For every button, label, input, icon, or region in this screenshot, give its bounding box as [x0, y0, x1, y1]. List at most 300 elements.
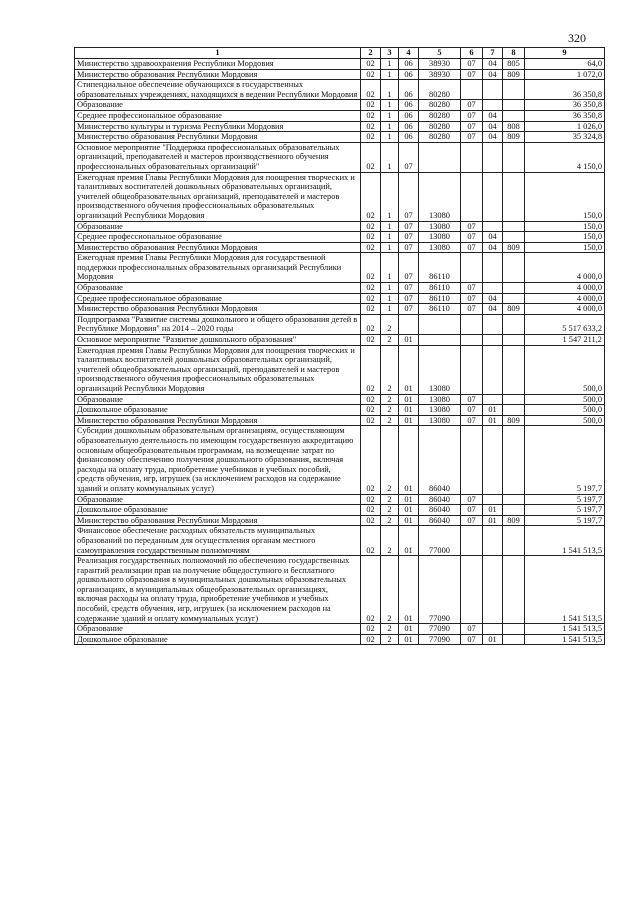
cell-code-subprogram: 1	[381, 232, 399, 243]
cell-code-department: 809	[503, 132, 525, 143]
cell-code-subsection: 04	[483, 132, 503, 143]
column-header: 4	[399, 48, 419, 59]
cell-code-subsection: 04	[483, 121, 503, 132]
cell-code-department	[503, 314, 525, 334]
cell-code-direction: 13080	[419, 415, 461, 426]
cell-amount: 500,0	[525, 345, 605, 394]
cell-code-event: 07	[399, 172, 419, 221]
table-row	[75, 426, 605, 494]
cell-code-subsection	[483, 624, 503, 635]
cell-code-section	[461, 314, 483, 334]
table-row	[75, 405, 605, 416]
cell-code-program: 02	[361, 515, 381, 526]
cell-item-name: Реализация государственных полномочий по обеспечению государственных гарантий реализации прав на получение общедоступного и бесплатного дошкольного образования в муниципальных дошкольных образовательных организациях, в муниципальных общеобразовательных организациях, включая расходы на оплату труда, приобретение учебников и учебных пособий, средств обучения, игр, игрушек (за исключением расходов на содержание зданий и оплату коммунальных услуг)	[75, 556, 361, 624]
cell-amount: 35 324,8	[525, 132, 605, 143]
cell-code-direction: 86040	[419, 426, 461, 494]
table-row	[75, 69, 605, 80]
cell-amount: 1 541 513,5	[525, 556, 605, 624]
cell-code-event: 01	[399, 634, 419, 645]
page-number: 320	[568, 31, 586, 45]
cell-code-program: 02	[361, 314, 381, 334]
cell-code-section	[461, 526, 483, 556]
cell-code-event: 06	[399, 110, 419, 121]
column-header: 3	[381, 48, 399, 59]
table-row	[75, 556, 605, 624]
cell-code-direction: 77090	[419, 624, 461, 635]
cell-code-subsection	[483, 314, 503, 334]
cell-code-direction: 13080	[419, 232, 461, 243]
cell-code-event: 01	[399, 345, 419, 394]
cell-code-department	[503, 172, 525, 221]
cell-code-department	[503, 110, 525, 121]
cell-code-direction: 13080	[419, 221, 461, 232]
cell-code-section: 07	[461, 232, 483, 243]
cell-code-direction	[419, 335, 461, 346]
cell-code-subprogram: 2	[381, 556, 399, 624]
column-header: 6	[461, 48, 483, 59]
cell-code-event: 01	[399, 505, 419, 516]
cell-code-subprogram: 1	[381, 132, 399, 143]
cell-code-subsection	[483, 142, 503, 172]
cell-code-subprogram: 1	[381, 59, 399, 70]
cell-item-name: Министерство образования Республики Мордовия	[75, 515, 361, 526]
cell-code-department	[503, 345, 525, 394]
cell-code-subsection	[483, 345, 503, 394]
table-row	[75, 526, 605, 556]
cell-amount: 64,0	[525, 59, 605, 70]
cell-code-department	[503, 394, 525, 405]
cell-code-subprogram: 1	[381, 69, 399, 80]
cell-code-direction: 13080	[419, 394, 461, 405]
cell-code-program: 02	[361, 335, 381, 346]
cell-amount: 1 541 513,5	[525, 526, 605, 556]
cell-code-section	[461, 335, 483, 346]
cell-code-subsection	[483, 80, 503, 100]
cell-code-subsection: 01	[483, 515, 503, 526]
cell-code-event: 07	[399, 253, 419, 283]
table-row	[75, 283, 605, 294]
cell-amount: 5 197,7	[525, 515, 605, 526]
cell-amount: 1 072,0	[525, 69, 605, 80]
cell-code-event: 06	[399, 100, 419, 111]
cell-amount: 4 000,0	[525, 253, 605, 283]
cell-amount: 5 197,7	[525, 494, 605, 505]
cell-code-subprogram: 2	[381, 494, 399, 505]
cell-code-event: 07	[399, 304, 419, 315]
table-row	[75, 394, 605, 405]
table-row	[75, 132, 605, 143]
cell-code-subsection: 04	[483, 304, 503, 315]
table-body	[75, 59, 605, 645]
cell-code-section	[461, 556, 483, 624]
cell-code-department: 809	[503, 69, 525, 80]
table-row	[75, 624, 605, 635]
cell-code-direction: 80280	[419, 100, 461, 111]
cell-code-direction: 86040	[419, 515, 461, 526]
cell-code-direction: 86110	[419, 283, 461, 294]
cell-code-direction: 77090	[419, 634, 461, 645]
cell-code-direction: 13080	[419, 172, 461, 221]
cell-item-name: Министерство образования Республики Мордовия	[75, 132, 361, 143]
cell-code-subsection: 01	[483, 405, 503, 416]
cell-code-subsection	[483, 335, 503, 346]
cell-code-department: 809	[503, 304, 525, 315]
cell-code-direction: 80280	[419, 121, 461, 132]
cell-code-event: 06	[399, 80, 419, 100]
cell-code-subsection	[483, 494, 503, 505]
cell-code-program: 02	[361, 69, 381, 80]
cell-amount: 5 517 633,2	[525, 314, 605, 334]
cell-code-section: 07	[461, 505, 483, 516]
cell-code-department	[503, 426, 525, 494]
cell-code-subsection: 04	[483, 110, 503, 121]
cell-code-program: 02	[361, 304, 381, 315]
cell-code-department: 809	[503, 515, 525, 526]
cell-code-program: 02	[361, 426, 381, 494]
table-row	[75, 515, 605, 526]
cell-code-subsection: 01	[483, 505, 503, 516]
cell-code-department	[503, 253, 525, 283]
cell-code-department	[503, 100, 525, 111]
cell-code-program: 02	[361, 634, 381, 645]
cell-code-program: 02	[361, 415, 381, 426]
table-row	[75, 304, 605, 315]
cell-code-department	[503, 142, 525, 172]
cell-code-event: 01	[399, 515, 419, 526]
cell-code-section: 07	[461, 132, 483, 143]
cell-item-name: Финансовое обеспечение расходных обязательств муниципальных образований по переданным для осуществления органам местного самоуправления государственным полномочиям	[75, 526, 361, 556]
cell-code-subsection: 04	[483, 69, 503, 80]
cell-code-event: 07	[399, 232, 419, 243]
cell-code-subsection	[483, 556, 503, 624]
cell-code-subprogram: 2	[381, 335, 399, 346]
cell-code-program: 02	[361, 132, 381, 143]
cell-item-name: Министерство культуры и туризма Республики Мордовия	[75, 121, 361, 132]
cell-item-name: Образование	[75, 100, 361, 111]
cell-code-subprogram: 1	[381, 121, 399, 132]
cell-code-subprogram: 2	[381, 405, 399, 416]
cell-code-direction: 77090	[419, 556, 461, 624]
cell-code-subprogram: 1	[381, 283, 399, 294]
cell-code-direction: 38930	[419, 69, 461, 80]
cell-code-program: 02	[361, 394, 381, 405]
cell-code-program: 02	[361, 59, 381, 70]
cell-code-event: 01	[399, 494, 419, 505]
cell-code-program: 02	[361, 253, 381, 283]
cell-code-subsection: 01	[483, 415, 503, 426]
cell-amount: 150,0	[525, 221, 605, 232]
cell-code-subprogram: 2	[381, 526, 399, 556]
cell-code-department	[503, 221, 525, 232]
cell-code-department	[503, 232, 525, 243]
cell-code-section: 07	[461, 515, 483, 526]
cell-code-subprogram: 1	[381, 221, 399, 232]
cell-amount: 1 026,0	[525, 121, 605, 132]
cell-item-name: Министерство образования Республики Мордовия	[75, 69, 361, 80]
cell-item-name: Дошкольное образование	[75, 405, 361, 416]
cell-amount: 36 350,8	[525, 110, 605, 121]
cell-code-subprogram: 1	[381, 293, 399, 304]
cell-code-subprogram: 2	[381, 345, 399, 394]
cell-code-direction: 77000	[419, 526, 461, 556]
cell-amount: 4 150,0	[525, 142, 605, 172]
cell-code-subsection	[483, 253, 503, 283]
cell-code-subprogram: 2	[381, 415, 399, 426]
cell-amount: 1 547 211,2	[525, 335, 605, 346]
cell-code-department	[503, 624, 525, 635]
cell-code-subsection	[483, 283, 503, 294]
cell-item-name: Образование	[75, 494, 361, 505]
cell-code-program: 02	[361, 345, 381, 394]
cell-item-name: Ежегодная премия Главы Республики Мордовия для государственной поддержки профессиональных образовательных организаций Республики Мордовия	[75, 253, 361, 283]
cell-code-department: 808	[503, 121, 525, 132]
cell-code-section: 07	[461, 59, 483, 70]
cell-code-subprogram: 2	[381, 314, 399, 334]
cell-code-program: 02	[361, 526, 381, 556]
cell-code-direction	[419, 314, 461, 334]
cell-code-department	[503, 505, 525, 516]
cell-item-name: Образование	[75, 624, 361, 635]
cell-code-event: 07	[399, 142, 419, 172]
cell-item-name: Стипендиальное обеспечение обучающихся в государственных образовательных учреждениях, находящихся в ведении Республики Мордовия	[75, 80, 361, 100]
cell-code-subprogram: 1	[381, 80, 399, 100]
table-row	[75, 100, 605, 111]
table-row	[75, 505, 605, 516]
table-header-row	[75, 48, 605, 59]
cell-code-program: 02	[361, 293, 381, 304]
cell-code-department	[503, 293, 525, 304]
cell-item-name: Среднее профессиональное образование	[75, 110, 361, 121]
cell-code-direction: 80280	[419, 110, 461, 121]
cell-code-event: 01	[399, 335, 419, 346]
table-row	[75, 121, 605, 132]
cell-code-department: 805	[503, 59, 525, 70]
cell-code-program: 02	[361, 242, 381, 253]
cell-amount: 36 350,8	[525, 80, 605, 100]
cell-code-direction: 86110	[419, 304, 461, 315]
cell-code-section	[461, 345, 483, 394]
cell-code-event: 01	[399, 556, 419, 624]
table-row	[75, 59, 605, 70]
cell-code-section: 07	[461, 394, 483, 405]
table-row	[75, 494, 605, 505]
table-row	[75, 172, 605, 221]
cell-item-name: Подпрограмма "Развитие системы дошкольного и общего образования детей в Республике Мордовия" на 2014 – 2020 годы	[75, 314, 361, 334]
cell-code-section: 07	[461, 121, 483, 132]
table-row	[75, 335, 605, 346]
cell-code-section	[461, 426, 483, 494]
cell-code-event: 07	[399, 283, 419, 294]
cell-code-event: 01	[399, 526, 419, 556]
cell-code-direction	[419, 142, 461, 172]
cell-code-event: 01	[399, 426, 419, 494]
cell-amount: 4 000,0	[525, 304, 605, 315]
cell-code-subsection	[483, 221, 503, 232]
cell-item-name: Дошкольное образование	[75, 634, 361, 645]
cell-code-event: 01	[399, 415, 419, 426]
cell-code-program: 02	[361, 121, 381, 132]
column-header: 2	[361, 48, 381, 59]
cell-code-direction: 86040	[419, 494, 461, 505]
cell-code-department	[503, 405, 525, 416]
cell-amount: 5 197,7	[525, 505, 605, 516]
cell-item-name: Среднее профессиональное образование	[75, 293, 361, 304]
cell-code-subsection: 04	[483, 59, 503, 70]
table-row	[75, 80, 605, 100]
column-header: 8	[503, 48, 525, 59]
cell-item-name: Среднее профессиональное образование	[75, 232, 361, 243]
cell-amount: 150,0	[525, 232, 605, 243]
cell-code-program: 02	[361, 142, 381, 172]
cell-code-subprogram: 2	[381, 394, 399, 405]
cell-code-subprogram: 2	[381, 426, 399, 494]
cell-code-subsection: 04	[483, 232, 503, 243]
cell-code-section: 07	[461, 415, 483, 426]
table-row	[75, 110, 605, 121]
cell-item-name: Министерство образования Республики Мордовия	[75, 242, 361, 253]
cell-amount: 1 541 513,5	[525, 624, 605, 635]
cell-amount: 150,0	[525, 242, 605, 253]
cell-code-subsection	[483, 100, 503, 111]
cell-code-program: 02	[361, 221, 381, 232]
table-row	[75, 314, 605, 334]
table-row	[75, 242, 605, 253]
cell-code-event: 01	[399, 624, 419, 635]
cell-code-subprogram: 2	[381, 634, 399, 645]
cell-code-subsection: 04	[483, 293, 503, 304]
column-header: 7	[483, 48, 503, 59]
cell-code-subsection	[483, 394, 503, 405]
cell-item-name: Субсидии дошкольным образовательным организациям, осуществляющим образовательную деятельность по имеющим государственную аккредитацию основным общеобразовательным программам, на возмещение затрат по финансовому обеспечению получения дошкольного образования, включая расходы на оплату труда, приобретение учебников и учебных пособий, средств обучения, игр, игрушек (за исключением расходов на содержание зданий и оплату коммунальных услуг)	[75, 426, 361, 494]
cell-code-program: 02	[361, 172, 381, 221]
cell-code-section: 07	[461, 69, 483, 80]
cell-code-program: 02	[361, 556, 381, 624]
table-row	[75, 345, 605, 394]
cell-code-subprogram: 2	[381, 624, 399, 635]
table-row	[75, 232, 605, 243]
cell-code-section: 07	[461, 293, 483, 304]
table-row	[75, 634, 605, 645]
cell-code-section: 07	[461, 283, 483, 294]
cell-code-program: 02	[361, 110, 381, 121]
cell-item-name: Образование	[75, 283, 361, 294]
table-row	[75, 253, 605, 283]
cell-item-name: Образование	[75, 394, 361, 405]
cell-amount: 500,0	[525, 415, 605, 426]
cell-code-subprogram: 1	[381, 100, 399, 111]
cell-code-event: 07	[399, 293, 419, 304]
cell-code-section	[461, 253, 483, 283]
cell-code-department	[503, 80, 525, 100]
cell-code-program: 02	[361, 494, 381, 505]
cell-code-subprogram: 1	[381, 172, 399, 221]
cell-amount: 500,0	[525, 394, 605, 405]
cell-code-event: 01	[399, 394, 419, 405]
cell-item-name: Министерство здравоохранения Республики Мордовия	[75, 59, 361, 70]
cell-code-program: 02	[361, 624, 381, 635]
cell-amount: 4 000,0	[525, 283, 605, 294]
column-header: 5	[419, 48, 461, 59]
cell-code-subprogram: 1	[381, 253, 399, 283]
cell-item-name: Основное мероприятие "Развитие дошкольного образования"	[75, 335, 361, 346]
cell-code-event: 07	[399, 242, 419, 253]
cell-code-subsection: 04	[483, 242, 503, 253]
cell-code-section	[461, 142, 483, 172]
cell-code-program: 02	[361, 80, 381, 100]
cell-item-name: Дошкольное образование	[75, 505, 361, 516]
cell-amount: 5 197,7	[525, 426, 605, 494]
cell-code-direction: 80280	[419, 132, 461, 143]
cell-code-program: 02	[361, 283, 381, 294]
cell-item-name: Министерство образования Республики Мордовия	[75, 304, 361, 315]
cell-code-subsection	[483, 172, 503, 221]
cell-code-section: 07	[461, 304, 483, 315]
cell-code-program: 02	[361, 232, 381, 243]
cell-code-subprogram: 1	[381, 110, 399, 121]
cell-amount: 1 541 513,5	[525, 634, 605, 645]
column-header: 1	[75, 48, 361, 59]
cell-code-department: 809	[503, 242, 525, 253]
cell-amount: 500,0	[525, 405, 605, 416]
cell-item-name: Ежегодная премия Главы Республики Мордовия для поощрения творческих и талантливых воспитателей дошкольных образовательных организаций, учителей общеобразовательных организаций, преподавателей и мастеров производственного обучения профессиональных образовательных организаций Республики Мордовия	[75, 345, 361, 394]
cell-code-section: 07	[461, 242, 483, 253]
cell-code-event: 07	[399, 221, 419, 232]
column-header: 9	[525, 48, 605, 59]
cell-code-section: 07	[461, 494, 483, 505]
cell-code-event: 01	[399, 405, 419, 416]
cell-code-direction: 80280	[419, 80, 461, 100]
cell-code-direction: 86040	[419, 505, 461, 516]
cell-code-subsection: 01	[483, 634, 503, 645]
cell-code-subprogram: 2	[381, 505, 399, 516]
budget-table	[74, 47, 605, 645]
cell-code-department	[503, 634, 525, 645]
table-row	[75, 293, 605, 304]
cell-code-section: 07	[461, 624, 483, 635]
cell-code-direction: 86110	[419, 253, 461, 283]
cell-code-section	[461, 172, 483, 221]
table-row	[75, 142, 605, 172]
cell-code-program: 02	[361, 505, 381, 516]
cell-code-department	[503, 283, 525, 294]
cell-code-subprogram: 1	[381, 242, 399, 253]
cell-code-event: 06	[399, 69, 419, 80]
cell-code-subprogram: 1	[381, 142, 399, 172]
cell-item-name: Основное мероприятие "Поддержка профессиональных образовательных организаций, преподавателей и мастеров производственного обучения профессиональных образовательных организаций"	[75, 142, 361, 172]
cell-code-direction: 86110	[419, 293, 461, 304]
cell-code-direction: 13080	[419, 242, 461, 253]
cell-code-department	[503, 556, 525, 624]
cell-code-program: 02	[361, 100, 381, 111]
cell-code-section: 07	[461, 110, 483, 121]
cell-amount: 36 350,8	[525, 100, 605, 111]
cell-code-department: 809	[503, 415, 525, 426]
cell-code-department	[503, 335, 525, 346]
cell-amount: 4 000,0	[525, 293, 605, 304]
cell-item-name: Образование	[75, 221, 361, 232]
cell-code-section: 07	[461, 100, 483, 111]
cell-code-department	[503, 494, 525, 505]
cell-amount: 150,0	[525, 172, 605, 221]
cell-code-section: 07	[461, 405, 483, 416]
cell-code-subprogram: 1	[381, 304, 399, 315]
cell-code-direction: 13080	[419, 345, 461, 394]
cell-code-event: 06	[399, 132, 419, 143]
cell-code-department	[503, 526, 525, 556]
cell-code-section: 07	[461, 221, 483, 232]
cell-code-subsection	[483, 526, 503, 556]
table-row	[75, 415, 605, 426]
